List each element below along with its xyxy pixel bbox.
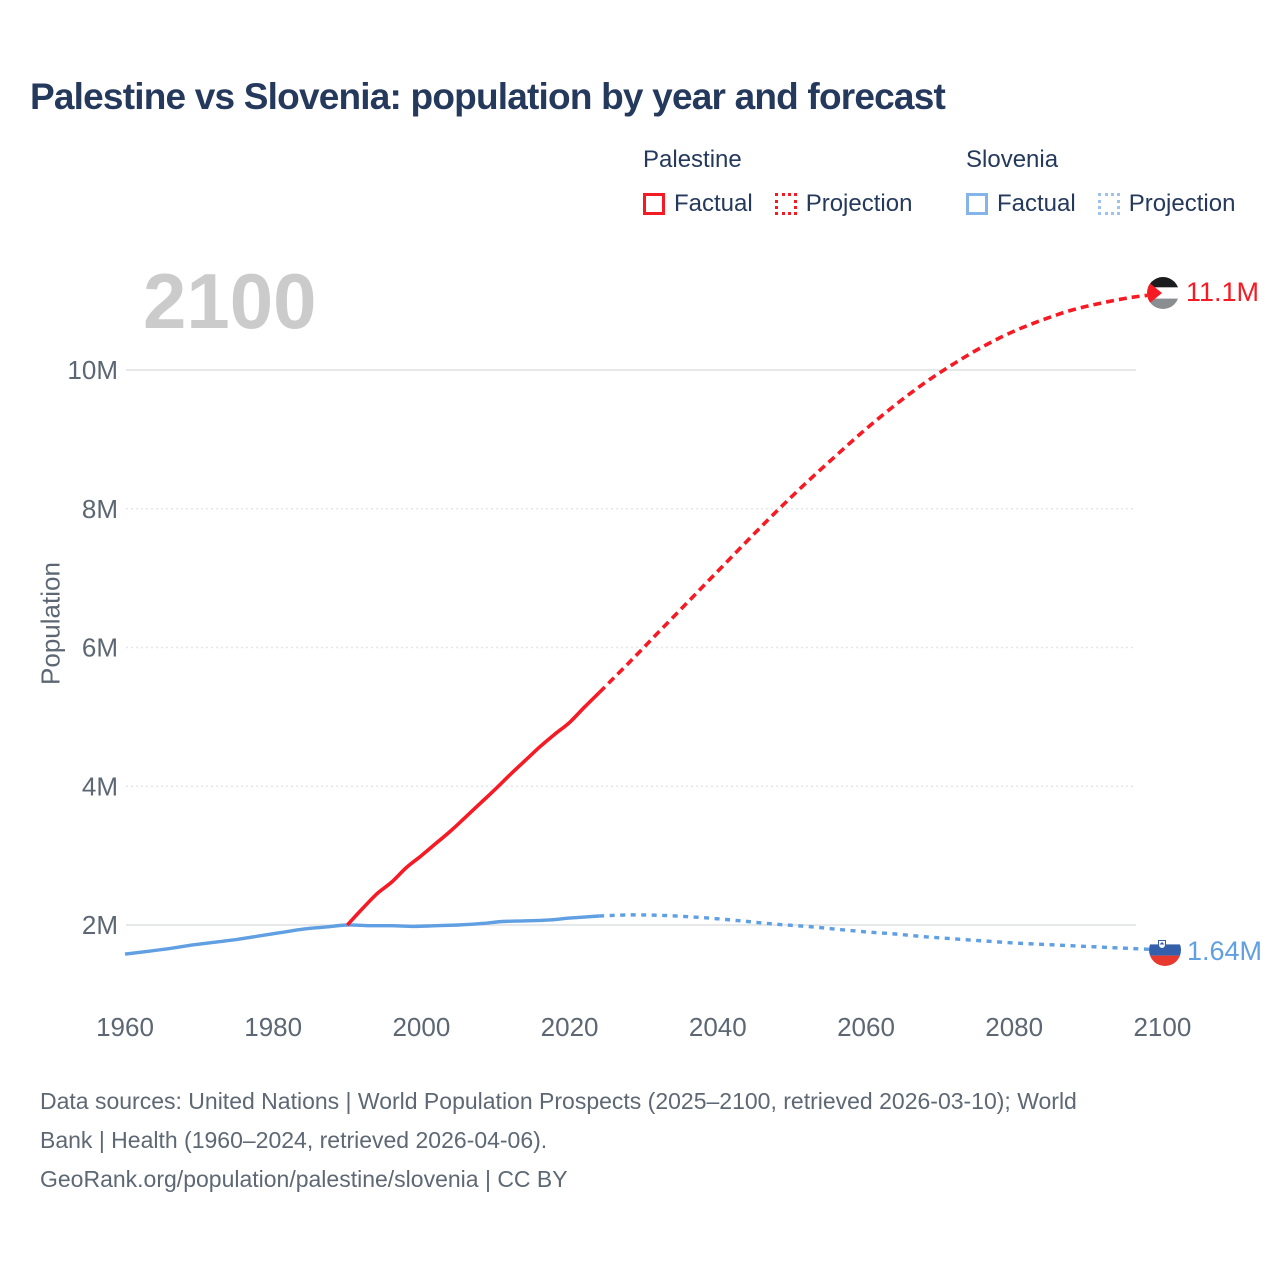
x-tick-label: 1960 (96, 1012, 154, 1042)
y-tick-label: 10M (67, 355, 118, 385)
y-axis-title: Population (35, 562, 66, 685)
footer-line-sources-2: Bank | Health (1960–2024, retrieved 2026-04-06). (40, 1127, 548, 1153)
y-tick-label: 6M (81, 632, 118, 663)
palestine-end-value: 11.1M (1186, 277, 1260, 307)
legend-label-palestine-projection[interactable]: Projection (805, 190, 913, 217)
x-tick-label: 2000 (392, 1012, 451, 1042)
series-palestine-projection (599, 294, 1162, 693)
legend-label-slovenia-factual[interactable]: Factual (997, 190, 1076, 217)
legend-label-slovenia-projection[interactable]: Projection (1128, 190, 1236, 217)
page-title: Palestine vs Slovenia: population by year and forecast (30, 76, 945, 117)
x-tick-label: 2040 (688, 1012, 747, 1042)
series-palestine-factual (347, 693, 599, 925)
x-tick-label: 1980 (244, 1012, 303, 1042)
y-tick-label: 4M (81, 771, 118, 802)
legend-title-palestine: Palestine (643, 146, 742, 173)
y-tick-label: 2M (81, 910, 118, 940)
x-tick-label: 2060 (837, 1012, 895, 1042)
slovenia-flag-icon (1148, 933, 1182, 967)
y-tick-label: 8M (81, 493, 118, 524)
footer-attribution (40, 1082, 1240, 1199)
footer-line-sources: Data sources: United Nations | World Population Prospects (2025–2100, retrieved 2026-03-10); World (40, 1088, 1077, 1114)
x-tick-label: 2100 (1133, 1012, 1192, 1042)
series-slovenia-projection (599, 915, 1162, 950)
footer-line-url: GeoRank.org/population/palestine/slovenia | CC BY (40, 1166, 568, 1192)
watermark-year: 2100 (143, 257, 317, 345)
x-tick-label: 2080 (985, 1012, 1044, 1042)
palestine-flag-icon (1146, 276, 1180, 310)
legend-label-palestine-factual[interactable]: Factual (674, 190, 753, 217)
legend-title-slovenia: Slovenia (966, 146, 1059, 173)
slovenia-end-value: 1.64M (1187, 936, 1263, 966)
x-tick-label: 2020 (540, 1012, 599, 1042)
series-slovenia-factual (125, 916, 599, 954)
